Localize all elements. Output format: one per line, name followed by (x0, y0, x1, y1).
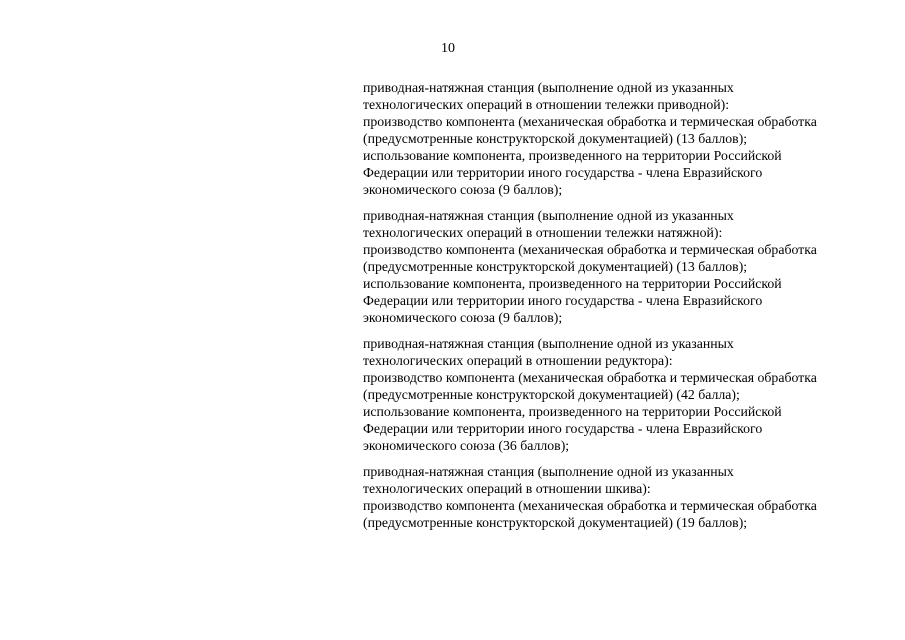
document-body (363, 79, 863, 540)
paragraph-reducer (363, 335, 863, 454)
text-line: приводная-натяжная станция (выполнение одной из указанных (363, 336, 734, 351)
text-line: приводная-натяжная станция (выполнение одной из указанных (363, 208, 734, 223)
paragraph-drive-trolley (363, 79, 863, 198)
text-line: экономического союза (9 баллов); (363, 182, 563, 197)
text-line: использование компонента, произведенного на территории Российской (363, 148, 782, 163)
text-line: (предусмотренные конструкторской документацией) (42 балла); (363, 387, 740, 402)
text-line: технологических операций в отношении тележки натяжной): (363, 225, 723, 240)
text-line: Федерации или территории иного государства - члена Евразийского (363, 421, 763, 436)
text-line: использование компонента, произведенного на территории Российской (363, 404, 782, 419)
text-line: (предусмотренные конструкторской документацией) (19 баллов); (363, 515, 748, 530)
text-line: производство компонента (механическая обработка и термическая обработка (363, 242, 817, 257)
text-line: технологических операций в отношении тележки приводной): (363, 97, 730, 112)
text-line: технологических операций в отношении редуктора): (363, 353, 673, 368)
text-line: Федерации или территории иного государства - члена Евразийского (363, 165, 763, 180)
text-line: использование компонента, произведенного на территории Российской (363, 276, 782, 291)
text-line: производство компонента (механическая обработка и термическая обработка (363, 498, 817, 513)
text-line: приводная-натяжная станция (выполнение одной из указанных (363, 464, 734, 479)
page-number: 10 (441, 41, 455, 56)
text-line: технологических операций в отношении шкива): (363, 481, 651, 496)
text-line: приводная-натяжная станция (выполнение одной из указанных (363, 80, 734, 95)
paragraph-pulley (363, 463, 863, 531)
text-line: производство компонента (механическая обработка и термическая обработка (363, 370, 817, 385)
text-line: экономического союза (36 баллов); (363, 438, 570, 453)
paragraph-tension-trolley (363, 207, 863, 326)
text-line: экономического союза (9 баллов); (363, 310, 563, 325)
text-line: Федерации или территории иного государства - члена Евразийского (363, 293, 763, 308)
text-line: производство компонента (механическая обработка и термическая обработка (363, 114, 817, 129)
text-line: (предусмотренные конструкторской документацией) (13 баллов); (363, 259, 748, 274)
text-line: (предусмотренные конструкторской документацией) (13 баллов); (363, 131, 748, 146)
